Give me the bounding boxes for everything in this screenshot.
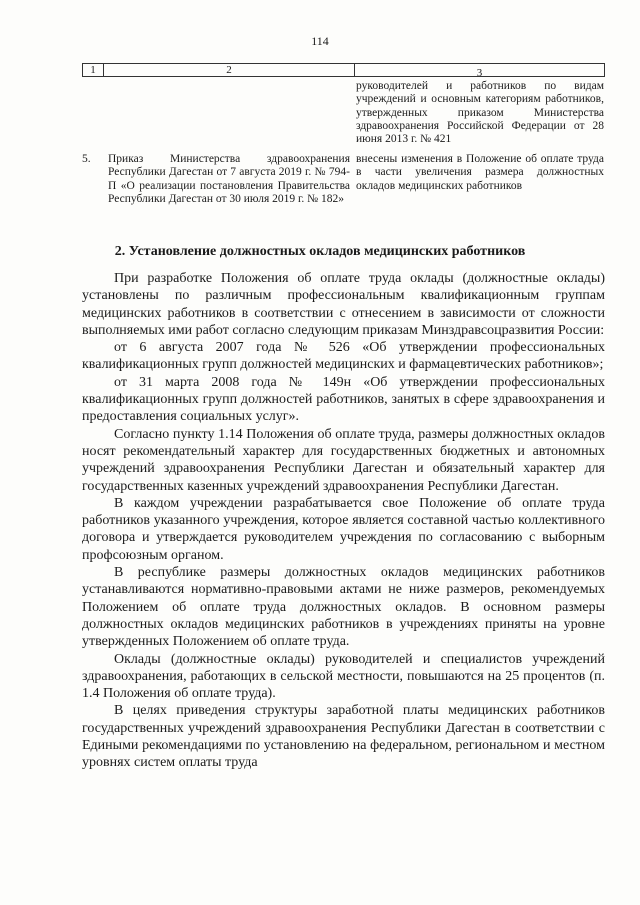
paragraph: В каждом учреждении разрабатывается свое Положение об оплате труда работников указанного учреждения, которое является составной частью коллективного договора и утверждается руководителем учреждения по согласованию с выборным профсоюзным органом. <box>82 495 605 563</box>
body-text <box>82 270 605 772</box>
paragraph: от 31 марта 2008 года № 149н «Об утверждении профессиональных квалификационных групп должностей работников, занятых в сфере здравоохранения и предоставления социальных услуг». <box>82 374 605 425</box>
paragraph: В республике размеры должностных окладов медицинских работников устанавливаются нормативно-правовыми актами не ниже размеров, рекомендуемых Положением об оплате труда должностных окладов. В основном размеры должностных окладов медицинских работников в учреждениях приняты на уровне утвержденных Положением об оплате труда. <box>82 565 605 650</box>
header-col-1: 1 <box>83 64 104 76</box>
paragraph: При разработке Положения об оплате труда оклады (должностные оклады) установлены по различным профессиональным квалификационным группам медицинских работников в соответствии с отнесением в зависимости от сложности выполняемых ими работ согласно следующим приказам Минздравсоцразвития России: <box>82 271 605 338</box>
paragraph: от 6 августа 2007 года № 526 «Об утверждении профессиональных квалификационных групп должностей медицинских и фармацевтических работников»; <box>82 340 605 373</box>
section-heading: 2. Установление должностных окладов медицинских работников <box>114 244 526 259</box>
paragraph: Оклады (должностные оклады) руководителей и специалистов учреждений здравоохранения, работающих в сельской местности, повышаются на 25 процентов (п. 1.4 Положения об оплате труда). <box>82 651 605 702</box>
row-number: 5. <box>82 153 91 165</box>
row-description-cell: внесены изменения в Положение об оплате труда в части увеличения размера должностных окладов медицинских работников <box>356 153 604 192</box>
paragraph: В целях приведения структуры заработной платы медицинских работников государственных учреждений здравоохранения Республики Дагестан в соответствии с Едиными рекомендациями по установлению на федеральном, региональном и местном уровнях систем оплаты труда <box>82 703 605 771</box>
table-continuation-cell: руководителей и работников по видам учреждений и основным категориям работников, утвержденных приказом Министерства здравоохранения Российской Федерации от 28 июня 2013 г. № 421 <box>356 80 604 146</box>
row-document-cell: Приказ Министерства здравоохранения Республики Дагестан от 7 августа 2019 г. № 794-П «О реализации постановления Правительства Республики Дагестан от 30 июля 2019 г. № 182» <box>108 153 350 205</box>
table-header <box>82 63 605 77</box>
paragraph: Согласно пункту 1.14 Положения об оплате труда, размеры должностных окладов носят рекомендательный характер для государственных бюджетных и автономных учреждений здравоохранения Республики Дагестан и обязательный характер для государственных казенных учреждений здравоохранения Республики Дагестан. <box>82 426 605 494</box>
header-col-3: 3 <box>476 67 483 79</box>
header-col-2: 2 <box>104 64 355 76</box>
page-number: 114 <box>311 34 329 48</box>
